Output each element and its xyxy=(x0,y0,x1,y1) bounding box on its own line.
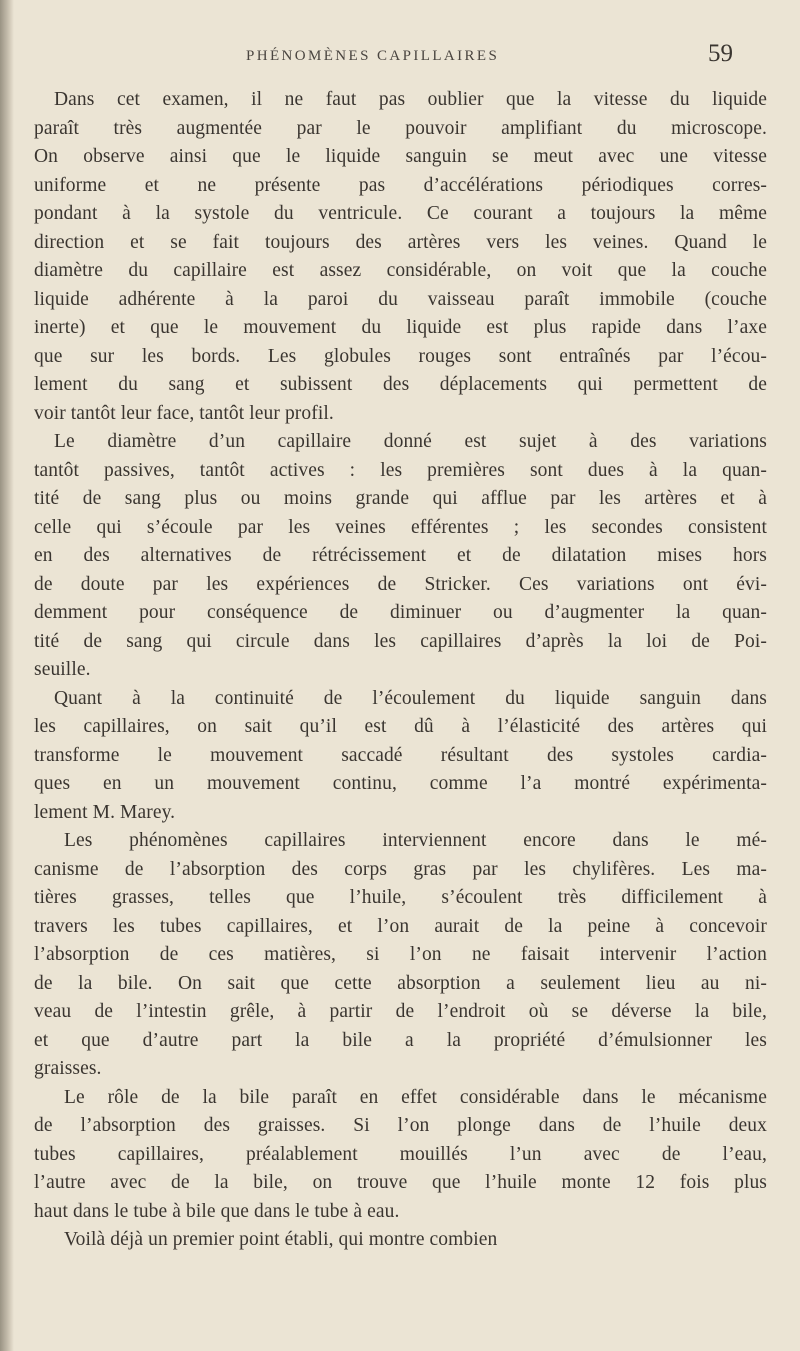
text-line: de doute par les expériences de Stricker. Ces variations ont évi- xyxy=(34,573,767,595)
text-line: veau de l’intestin grêle, à partir de l’endroit où se déverse la bile, xyxy=(34,1001,767,1022)
text-line: voir tantôt leur face, tantôt leur profil. xyxy=(34,402,334,424)
text-line: inerte) et que le mouvement du liquide est plus rapide dans l’axe xyxy=(34,317,767,338)
text-line: tité de sang qui circule dans les capillaires d’après la loi de Poi- xyxy=(34,630,767,652)
text-line: tubes capillaires, préalablement mouillés l’un avec de l’eau, xyxy=(34,1143,767,1165)
text-line: liquide adhérente à la paroi du vaisseau paraît immobile (couche xyxy=(34,288,767,310)
text-line: haut dans le tube à bile que dans le tube à eau. xyxy=(34,1200,400,1222)
body-text xyxy=(34,86,767,1255)
text-line: Voilà déjà un premier point établi, qui montre combien xyxy=(64,1229,498,1250)
page-number: 59 xyxy=(708,40,733,67)
text-line: de la bile. On sait que cette absorption a seulement lieu au ni- xyxy=(34,972,767,994)
text-line: Le diamètre d’un capillaire donné est sujet à des variations xyxy=(54,431,767,452)
text-line: On observe ainsi que le liquide sanguin se meut avec une vitesse xyxy=(34,146,767,167)
text-line: que sur les bords. Les globules rouges sont entraînés par l’écou- xyxy=(34,345,767,367)
text-line: lement du sang et subissent des déplacements qui permettent de xyxy=(34,374,767,395)
text-line: graisses. xyxy=(34,1058,102,1079)
text-line: direction et se fait toujours des artères vers les veines. Quand le xyxy=(34,231,767,253)
text-line: demment pour conséquence de diminuer ou d’augmenter la quan- xyxy=(34,602,767,623)
text-line: de l’absorption des graisses. Si l’on plonge dans de l’huile deux xyxy=(34,1115,767,1136)
text-line: en des alternatives de rétrécissement et de dilatation mises hors xyxy=(34,545,767,566)
text-line: Quant à la continuité de l’écoulement du liquide sanguin dans xyxy=(54,687,767,709)
text-line: Le rôle de la bile paraît en effet considérable dans le mécanisme xyxy=(64,1086,767,1108)
text-line: celle qui s’écoule par les veines efférentes ; les secondes consistent xyxy=(34,516,767,538)
text-line: transforme le mouvement saccadé résultant des systoles cardia- xyxy=(34,744,767,766)
text-line: tantôt passives, tantôt actives : les premières sont dues à la quan- xyxy=(34,459,767,481)
text-line: travers les tubes capillaires, et l’on aurait de la peine à concevoir xyxy=(34,915,767,937)
text-line: canisme de l’absorption des corps gras par les chylifères. Les ma- xyxy=(34,858,767,880)
text-line: tières grasses, telles que l’huile, s’écoulent très difficilement à xyxy=(34,887,767,908)
text-line: lement M. Marey. xyxy=(34,801,176,823)
text-line: pondant à la systole du ventricule. Ce courant a toujours la même xyxy=(34,203,767,224)
page-edge-shadow xyxy=(0,0,14,1351)
text-line: Dans cet examen, il ne faut pas oublier que la vitesse du liquide xyxy=(54,89,767,110)
text-line: ques en un mouvement continu, comme l’a montré expérimenta- xyxy=(34,773,767,794)
text-line: Les phénomènes capillaires interviennent encore dans le mé- xyxy=(64,830,767,851)
text-line: uniforme et ne présente pas d’accélérations périodiques corres- xyxy=(34,174,767,196)
running-head: PHÉNOMÈNES CAPILLAIRES xyxy=(246,48,500,64)
text-line: les capillaires, on sait qu’il est dû à l’élasticité des artères qui xyxy=(34,716,767,737)
text-line: seuille. xyxy=(34,659,91,680)
text-line: diamètre du capillaire est assez considérable, on voit que la couche xyxy=(34,260,767,281)
page-header xyxy=(0,40,800,74)
text-line: tité de sang plus ou moins grande qui afflue par les artères et à xyxy=(34,488,767,509)
text-line: et que d’autre part la bile a la propriété d’émulsionner les xyxy=(34,1029,767,1051)
text-line: l’absorption de ces matières, si l’on ne faisait intervenir l’action xyxy=(34,944,767,965)
text-line: l’autre avec de la bile, on trouve que l’huile monte 12 fois plus xyxy=(34,1172,767,1193)
text-line: paraît très augmentée par le pouvoir amplifiant du microscope. xyxy=(34,117,767,139)
